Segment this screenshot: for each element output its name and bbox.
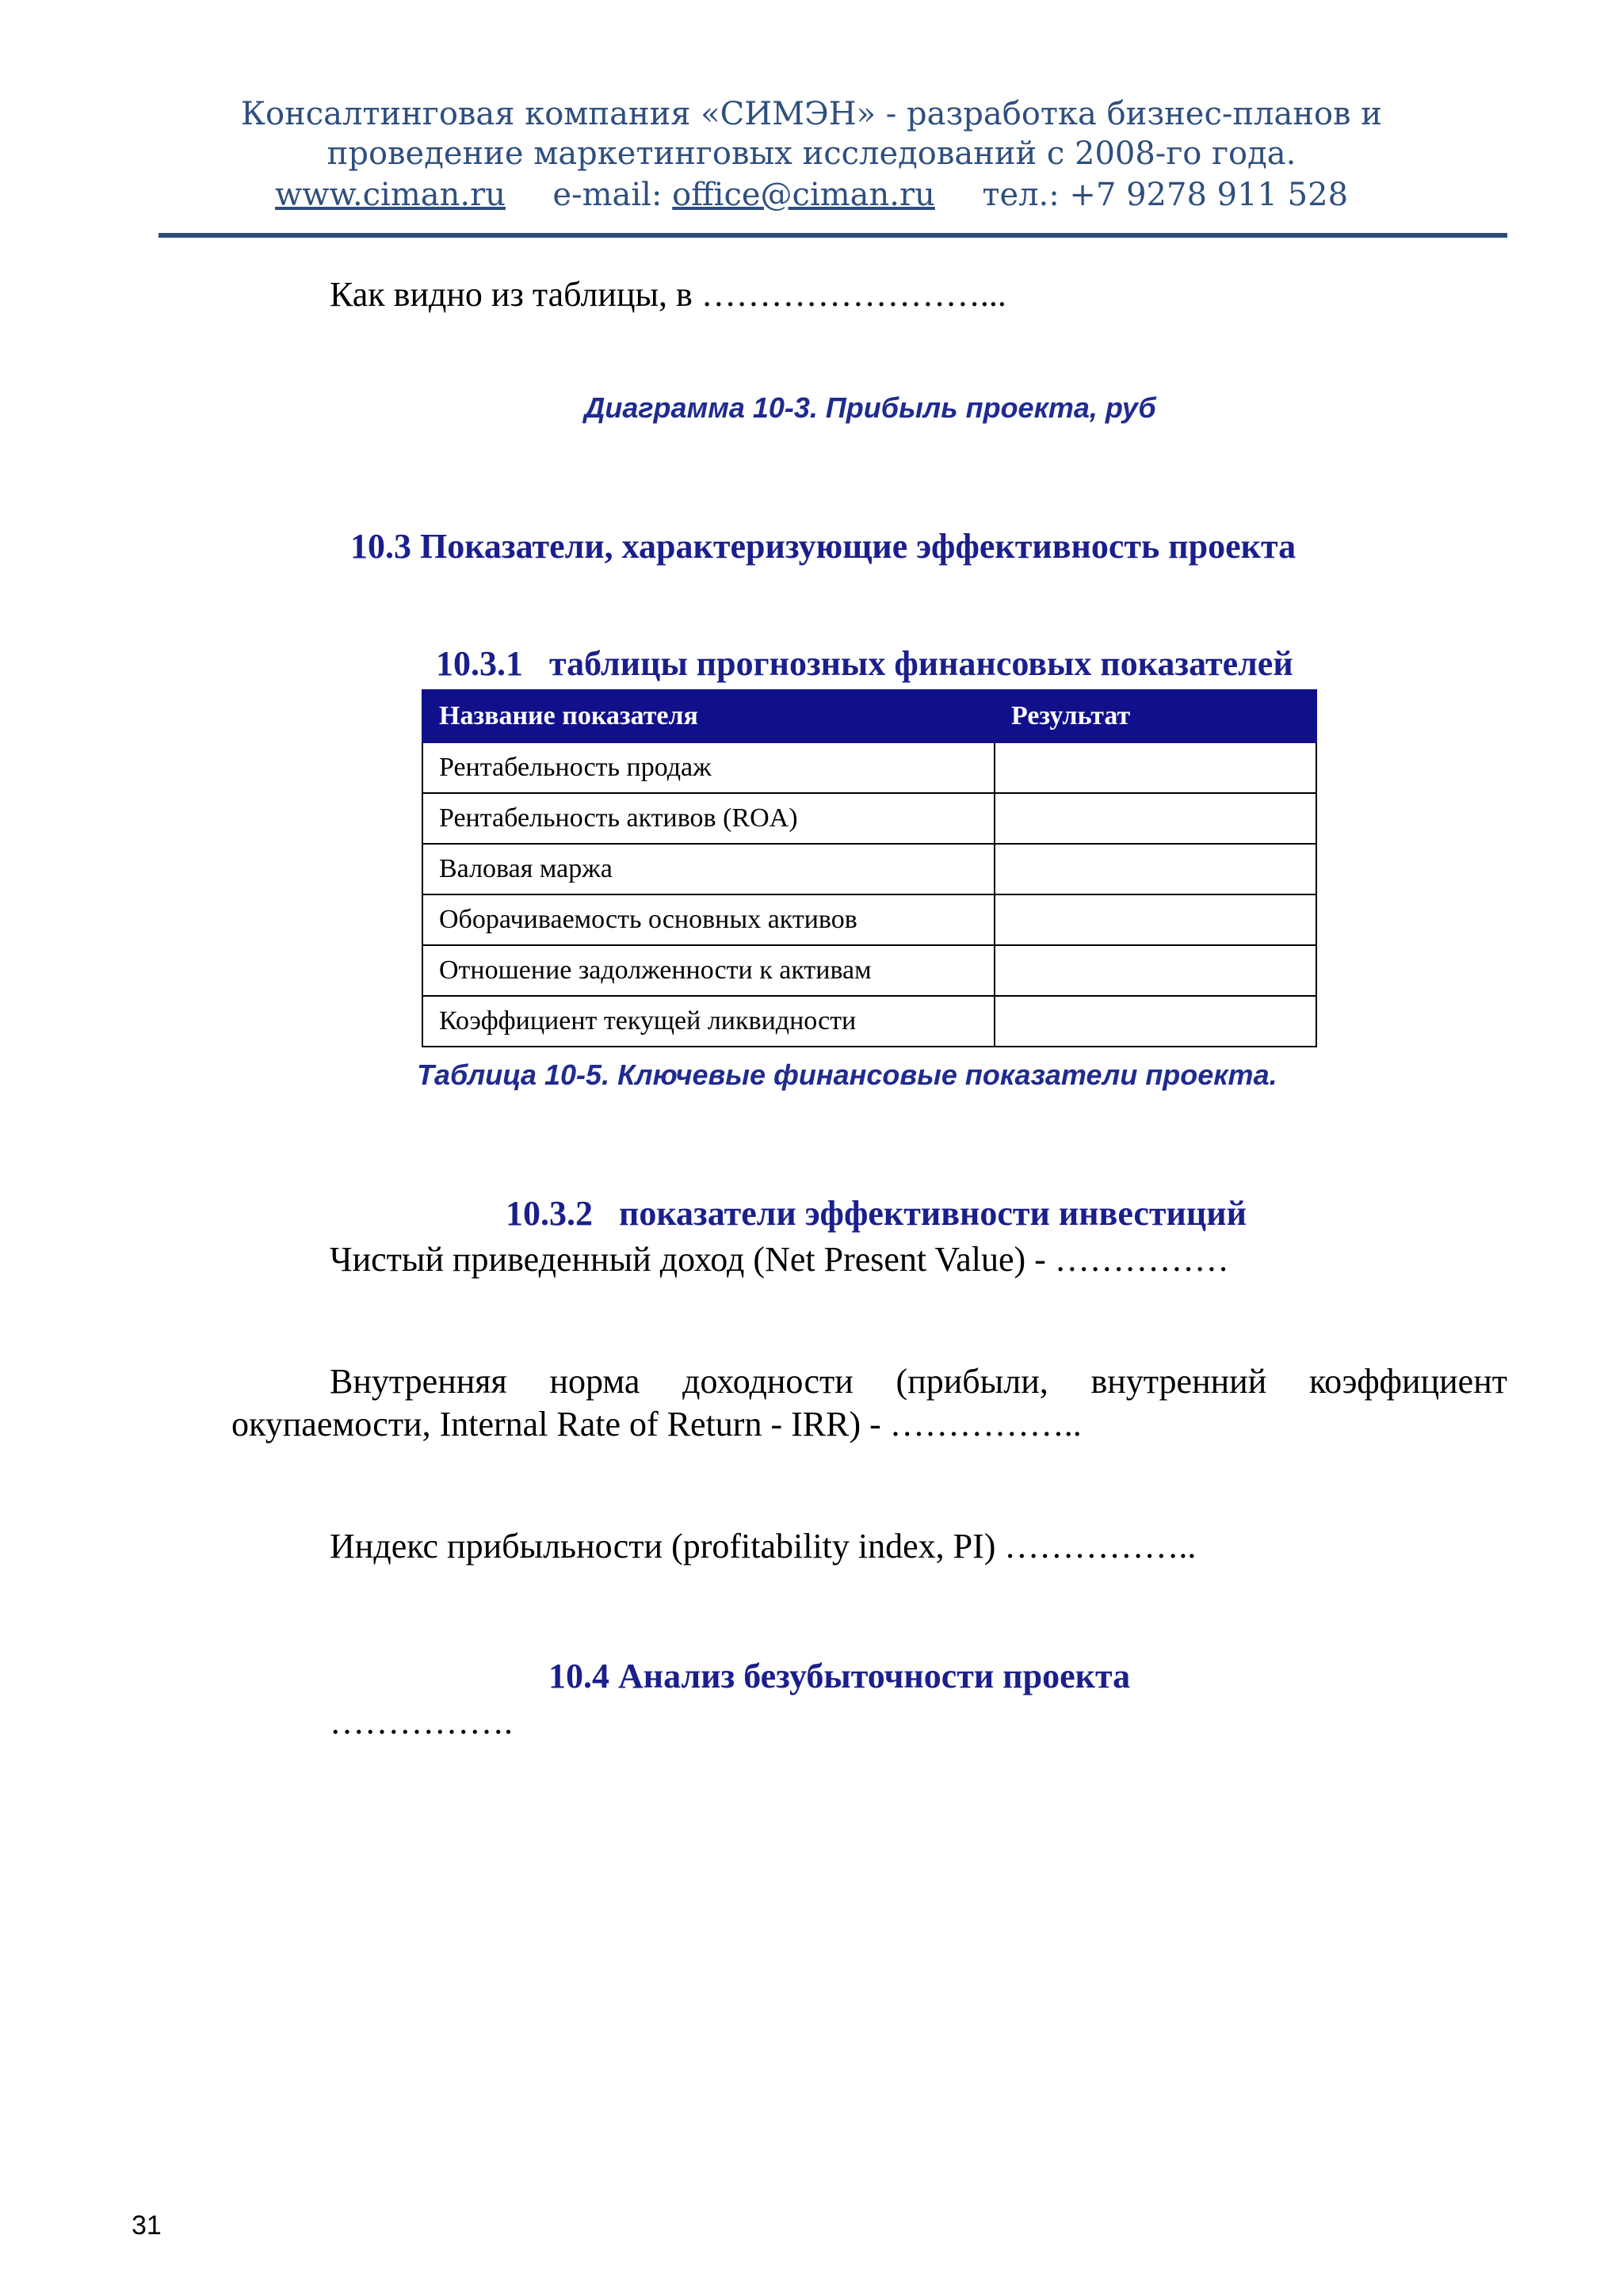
section-heading-10-3: 10.3 Показатели, характеризующие эффективность проекта [350,527,1296,566]
diagram-caption: Диаграмма 10-3. Прибыль проекта, руб [584,391,1156,424]
irr-text-line1: Внутренняя норма доходности (прибыли, внутренний коэффициент [330,1362,1507,1401]
header-tagline: проведение маркетинговых исследований с 2008-го года. [327,135,1296,172]
indicator-name: Оборачиваемость основных активов [422,894,995,945]
table-row [422,844,1316,894]
header-contacts [0,176,1623,214]
column-header-result: Результат [995,690,1316,742]
header-divider [158,233,1507,238]
npv-text: Чистый приведенный доход (Net Present Value) - …………… [330,1240,1229,1279]
email-link[interactable]: office@ciman.ru [672,177,935,213]
indicator-result [995,742,1316,793]
website-link[interactable]: www.ciman.ru [274,177,506,213]
table-row [422,742,1316,793]
section-heading-10-3-1: 10.3.1 таблицы прогнозных финансовых показателей [436,644,1293,683]
indicator-name: Валовая маржа [422,844,995,894]
intro-text: Как видно из таблицы, в ……………………... [330,275,1006,314]
indicator-name: Рентабельность продаж [422,742,995,793]
header-company-line: Консалтинговая компания «СИМЭН» - разработка бизнес-планов и [241,96,1382,132]
section-heading-10-3-2: 10.3.2 показатели эффективности инвестиций [506,1194,1247,1233]
indicator-result [995,793,1316,844]
pi-text: Индекс прибыльности (profitability index, PI) …………….. [330,1527,1197,1566]
table-row [422,996,1316,1047]
financial-indicators-table [422,689,1317,1047]
page-number: 31 [132,2210,162,2241]
table-row [422,793,1316,844]
section-heading-10-4: 10.4 Анализ безубыточности проекта [548,1657,1131,1695]
indicator-name: Коэффициент текущей ликвидности [422,996,995,1047]
indicator-result [995,894,1316,945]
email-label: e-mail: [552,177,663,213]
irr-text-line2: окупаемости, Internal Rate of Return - IRR) - …………….. [231,1405,1082,1444]
column-header-indicator: Название показателя [422,690,995,742]
indicator-name: Отношение задолженности к активам [422,945,995,996]
table-row [422,945,1316,996]
placeholder-dots: ……………. [330,1703,513,1741]
indicator-name: Рентабельность активов (ROA) [422,793,995,844]
table-header-row [422,690,1316,742]
indicator-result [995,945,1316,996]
indicator-result [995,844,1316,894]
phone-text: тел.: +7 9278 911 528 [982,177,1349,213]
indicator-result [995,996,1316,1047]
table-row [422,894,1316,945]
table-caption: Таблица 10-5. Ключевые финансовые показатели проекта. [417,1058,1277,1091]
